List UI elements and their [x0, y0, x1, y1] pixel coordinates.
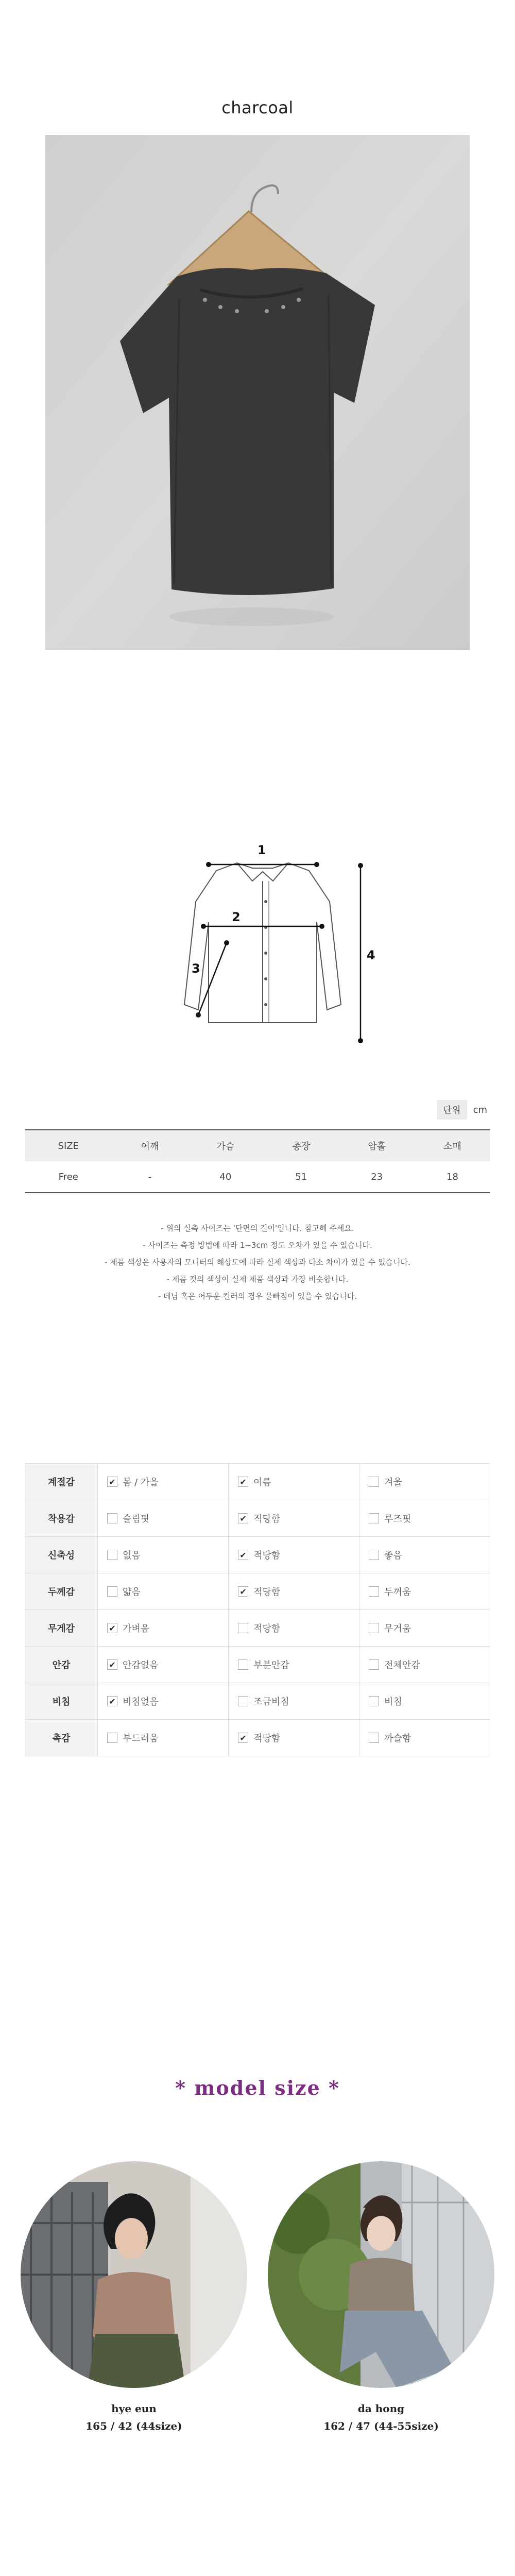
feature-option — [98, 1610, 229, 1647]
feature-option — [359, 1500, 490, 1537]
feature-label: 신축성 — [25, 1537, 98, 1573]
feature-option — [229, 1683, 359, 1720]
note-line: - 제품 색상은 사용자의 모니터의 해상도에 따라 실제 색상과 다소 차이가 있을 수 있습니다. — [105, 1258, 410, 1267]
diagram-label-3: 3 — [192, 961, 200, 976]
option-label: 적당함 — [253, 1587, 281, 1598]
option-label: 부드러움 — [123, 1733, 159, 1744]
header-sleeve: 소매 — [415, 1130, 490, 1161]
cell-chest: 40 — [187, 1161, 263, 1193]
option-label: 두꺼움 — [384, 1587, 411, 1598]
feature-option — [229, 1610, 359, 1647]
table-row — [25, 1610, 490, 1647]
empty-checkbox-icon — [369, 1477, 379, 1487]
table-row — [25, 1161, 490, 1193]
option-label: 비침 — [384, 1697, 402, 1707]
feature-option — [359, 1573, 490, 1610]
diagram-label-2: 2 — [232, 910, 241, 924]
model-stats: 165 / 42 (44size) — [85, 2420, 182, 2432]
cell-shoulder: - — [112, 1161, 188, 1193]
empty-checkbox-icon — [369, 1623, 379, 1633]
empty-checkbox-icon — [369, 1733, 379, 1743]
feature-option — [98, 1537, 229, 1573]
header-size: SIZE — [25, 1130, 112, 1161]
size-notes — [0, 1220, 515, 1305]
option-label: 봄 / 가을 — [123, 1477, 159, 1488]
option-label: 부분안감 — [253, 1660, 289, 1671]
feature-option — [98, 1464, 229, 1500]
option-label: 슬림핏 — [123, 1514, 150, 1524]
feature-option — [229, 1573, 359, 1610]
checked-checkbox-icon: ✔ — [107, 1477, 117, 1487]
feature-option — [229, 1537, 359, 1573]
table-row — [25, 1720, 490, 1756]
option-label: 얇음 — [123, 1587, 141, 1598]
unit-label: 단위 — [437, 1100, 467, 1120]
cell-length: 51 — [263, 1161, 339, 1193]
checked-checkbox-icon: ✔ — [238, 1586, 248, 1597]
option-label: 적당함 — [253, 1733, 281, 1744]
unit-indicator — [437, 1100, 489, 1120]
note-line: - 위의 실측 사이즈는 '단면의 길이'입니다. 참고해 주세요. — [161, 1224, 354, 1233]
table-row — [25, 1464, 490, 1500]
empty-checkbox-icon — [238, 1659, 248, 1670]
option-label: 적당함 — [253, 1550, 281, 1561]
note-line: - 제품 컷의 색상이 실제 제품 색상과 가장 비슷합니다. — [166, 1275, 349, 1284]
charcoal-tshirt-image — [45, 135, 470, 650]
feature-option — [229, 1464, 359, 1500]
feature-option — [359, 1720, 490, 1756]
model-photo-image — [21, 2161, 247, 2388]
empty-checkbox-icon — [369, 1586, 379, 1597]
feature-option — [359, 1647, 490, 1683]
feature-label: 안감 — [25, 1647, 98, 1683]
option-label: 조금비침 — [253, 1697, 289, 1707]
header-length: 총장 — [263, 1130, 339, 1161]
header-armhole: 암홀 — [339, 1130, 415, 1161]
feature-option — [98, 1500, 229, 1537]
empty-checkbox-icon — [369, 1513, 379, 1523]
model-card — [268, 2161, 494, 2432]
diagram-label-4: 4 — [367, 948, 375, 962]
checked-checkbox-icon: ✔ — [238, 1477, 248, 1487]
option-label: 루즈핏 — [384, 1514, 411, 1524]
empty-checkbox-icon — [369, 1659, 379, 1670]
size-table-header — [25, 1130, 490, 1161]
note-line: - 사이즈는 측정 방법에 따라 1~3cm 정도 오차가 있을 수 있습니다. — [143, 1241, 372, 1250]
feature-option — [98, 1720, 229, 1756]
option-label: 전체안감 — [384, 1660, 420, 1671]
option-label: 적당함 — [253, 1514, 281, 1524]
feature-label: 무게감 — [25, 1610, 98, 1647]
table-row — [25, 1683, 490, 1720]
empty-checkbox-icon — [107, 1513, 117, 1523]
header-shoulder: 어깨 — [112, 1130, 188, 1161]
feature-table — [25, 1463, 490, 1756]
feature-label: 계절감 — [25, 1464, 98, 1500]
option-label: 가벼움 — [123, 1623, 150, 1634]
note-line: - 데님 혹은 어두운 컬러의 경우 물빠짐이 있을 수 있습니다. — [158, 1292, 357, 1301]
model-photo — [268, 2161, 494, 2388]
product-photo — [45, 135, 470, 650]
option-label: 무거움 — [384, 1623, 411, 1634]
checked-checkbox-icon: ✔ — [238, 1733, 248, 1743]
empty-checkbox-icon — [369, 1550, 379, 1560]
feature-option — [359, 1464, 490, 1500]
model-name: hye eun — [111, 2402, 157, 2415]
feature-option — [359, 1610, 490, 1647]
option-label: 안감없음 — [123, 1660, 159, 1671]
empty-checkbox-icon — [238, 1696, 248, 1706]
empty-checkbox-icon — [238, 1623, 248, 1633]
feature-option — [98, 1573, 229, 1610]
checked-checkbox-icon: ✔ — [107, 1659, 117, 1670]
option-label: 적당함 — [253, 1623, 281, 1634]
feature-label: 착용감 — [25, 1500, 98, 1537]
checked-checkbox-icon: ✔ — [107, 1623, 117, 1633]
model-photo-image — [268, 2161, 494, 2388]
cell-size: Free — [25, 1161, 112, 1193]
feature-label: 두께감 — [25, 1573, 98, 1610]
size-diagram — [149, 840, 376, 1051]
empty-checkbox-icon — [107, 1586, 117, 1597]
feature-option — [98, 1683, 229, 1720]
checked-checkbox-icon: ✔ — [107, 1696, 117, 1706]
option-label: 까슬함 — [384, 1733, 411, 1744]
size-table — [25, 1129, 490, 1193]
diagram-label-1: 1 — [258, 843, 266, 857]
table-row — [25, 1537, 490, 1573]
feature-option — [98, 1647, 229, 1683]
feature-option — [229, 1720, 359, 1756]
model-photo — [21, 2161, 247, 2388]
checked-checkbox-icon: ✔ — [238, 1550, 248, 1560]
option-label: 없음 — [123, 1550, 141, 1561]
model-stats: 162 / 47 (44-55size) — [323, 2420, 439, 2432]
table-row — [25, 1500, 490, 1537]
header-chest: 가슴 — [187, 1130, 263, 1161]
shirt-diagram-icon — [149, 840, 376, 1051]
option-label: 비침없음 — [123, 1697, 159, 1707]
empty-checkbox-icon — [107, 1550, 117, 1560]
color-name: charcoal — [221, 98, 294, 117]
empty-checkbox-icon — [369, 1696, 379, 1706]
model-name: da hong — [357, 2402, 405, 2415]
cell-sleeve: 18 — [415, 1161, 490, 1193]
option-label: 좋음 — [384, 1550, 402, 1561]
option-label: 여름 — [253, 1477, 271, 1488]
unit-value: cm — [473, 1104, 487, 1115]
empty-checkbox-icon — [107, 1733, 117, 1743]
model-size-title: * model size * — [175, 2076, 340, 2099]
table-row — [25, 1647, 490, 1683]
feature-option — [359, 1683, 490, 1720]
feature-option — [359, 1537, 490, 1573]
model-card — [21, 2161, 247, 2432]
table-row — [25, 1573, 490, 1610]
checked-checkbox-icon: ✔ — [238, 1513, 248, 1523]
feature-label: 촉감 — [25, 1720, 98, 1756]
cell-armhole: 23 — [339, 1161, 415, 1193]
feature-label: 비침 — [25, 1683, 98, 1720]
feature-option — [229, 1500, 359, 1537]
option-label: 겨울 — [384, 1477, 402, 1488]
feature-option — [229, 1647, 359, 1683]
